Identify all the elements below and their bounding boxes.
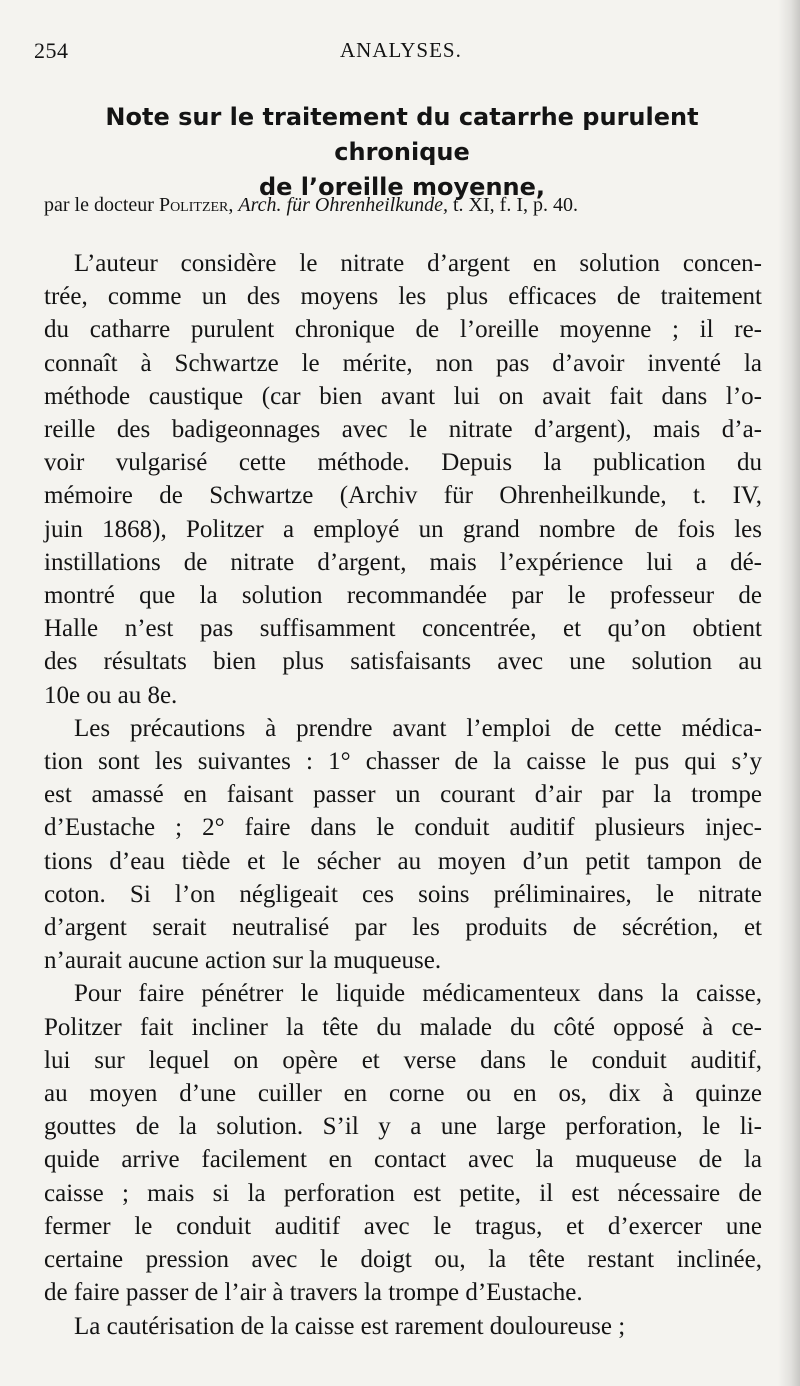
text-line: trée, comme un des moyens les plus efficaces de traitement — [44, 283, 762, 311]
text-line: instillations de nitrate d’argent, mais l’expérience lui a dé- — [44, 548, 762, 576]
text-line: coton. Si l’on négligeait ces soins préliminaires, le nitrate — [44, 880, 762, 908]
page-binding-shadow — [778, 0, 800, 1386]
text-line: des résultats bien plus satisfaisants avec une solution au — [44, 648, 762, 676]
byline-journal: Arch. für Ohrenheilkunde, — [238, 194, 448, 216]
paragraph — [44, 977, 762, 1309]
text-line: du catharre purulent chronique de l’oreille moyenne ; il re- — [44, 316, 762, 344]
text-line: de faire passer de l’air à travers la trompe d’Eustache. — [44, 1279, 583, 1307]
text-line: mémoire de Schwartze (Archiv für Ohrenheilkunde, t. IV, — [44, 482, 762, 510]
text-line: au moyen d’une cuiller en corne ou en os, dix à quinze — [44, 1080, 762, 1108]
text-line: reille des badigeonnages avec le nitrate d’argent), mais d’a- — [44, 416, 762, 444]
text-line: Pour faire pénétrer le liquide médicamenteux dans la caisse, — [74, 980, 762, 1008]
text-line: L’auteur considère le nitrate d’argent en solution concen- — [74, 250, 762, 277]
byline — [44, 192, 760, 218]
text-line: n’aurait aucune action sur la muqueuse. — [44, 947, 442, 975]
text-line: lui sur lequel on opère et verse dans le conduit auditif, — [44, 1046, 762, 1074]
byline-author: Politzer, — [158, 194, 234, 216]
text-line: caisse ; mais si la perforation est petite, il est nécessaire de — [44, 1179, 762, 1207]
text-line: Halle n’est pas suffisamment concentrée, et qu’on obtient — [44, 615, 762, 643]
running-head-title: ANALYSES. — [340, 38, 462, 62]
text-line: connaît à Schwartze le mérite, non pas d’avoir inventé la — [44, 349, 762, 377]
text-line: tion sont les suivantes : 1° chasser de la caisse le pus qui s’y — [44, 748, 762, 776]
article-body — [44, 247, 762, 1343]
paragraph — [44, 712, 762, 978]
paragraph — [44, 1310, 762, 1343]
text-line: est amassé en faisant passer un courant d’air par la trompe — [44, 781, 762, 809]
text-line: fermer le conduit auditif avec le tragus, et d’exercer une — [44, 1212, 762, 1240]
text-line: certaine pression avec le doigt ou, la tête restant inclinée, — [44, 1246, 762, 1274]
text-line: La cautérisation de la caisse est rarement douloureuse ; — [74, 1312, 626, 1340]
byline-reference: t. XI, f. I, p. 40. — [453, 194, 578, 216]
byline-prefix: par le docteur — [44, 194, 154, 216]
text-line: montré que la solution recommandée par le professeur de — [44, 582, 762, 610]
article-title-line-2: de l’oreille moyenne, — [258, 173, 546, 201]
page-number: 254 — [34, 38, 69, 63]
text-line: méthode caustique (car bien avant lui on avait fait dans l’o- — [44, 382, 762, 410]
text-line: d’argent serait neutralisé par les produits de sécrétion, et — [44, 914, 762, 942]
paragraph — [44, 247, 762, 712]
text-line: quide arrive facilement en contact avec la muqueuse de la — [44, 1146, 762, 1174]
article-title-line-1: Note sur le traitement du catarrhe purulent chronique — [105, 103, 699, 166]
article-title — [44, 100, 760, 205]
text-line: 10e ou au 8e. — [44, 681, 178, 709]
text-line: Politzer fait incliner la tête du malade du côté opposé à ce- — [44, 1013, 762, 1041]
text-line: tions d’eau tiède et le sécher au moyen d’un petit tampon de — [44, 847, 762, 875]
text-line: juin 1868), Politzer a employé un grand nombre de fois les — [44, 515, 762, 543]
text-line: Les précautions à prendre avant l’emploi de cette médica- — [74, 714, 762, 742]
text-line: voir vulgarisé cette méthode. Depuis la publication du — [44, 449, 762, 477]
running-head — [34, 38, 764, 68]
text-line: d’Eustache ; 2° faire dans le conduit auditif plusieurs injec- — [44, 814, 762, 842]
text-line: gouttes de la solution. S’il y a une large perforation, le li- — [44, 1113, 762, 1141]
